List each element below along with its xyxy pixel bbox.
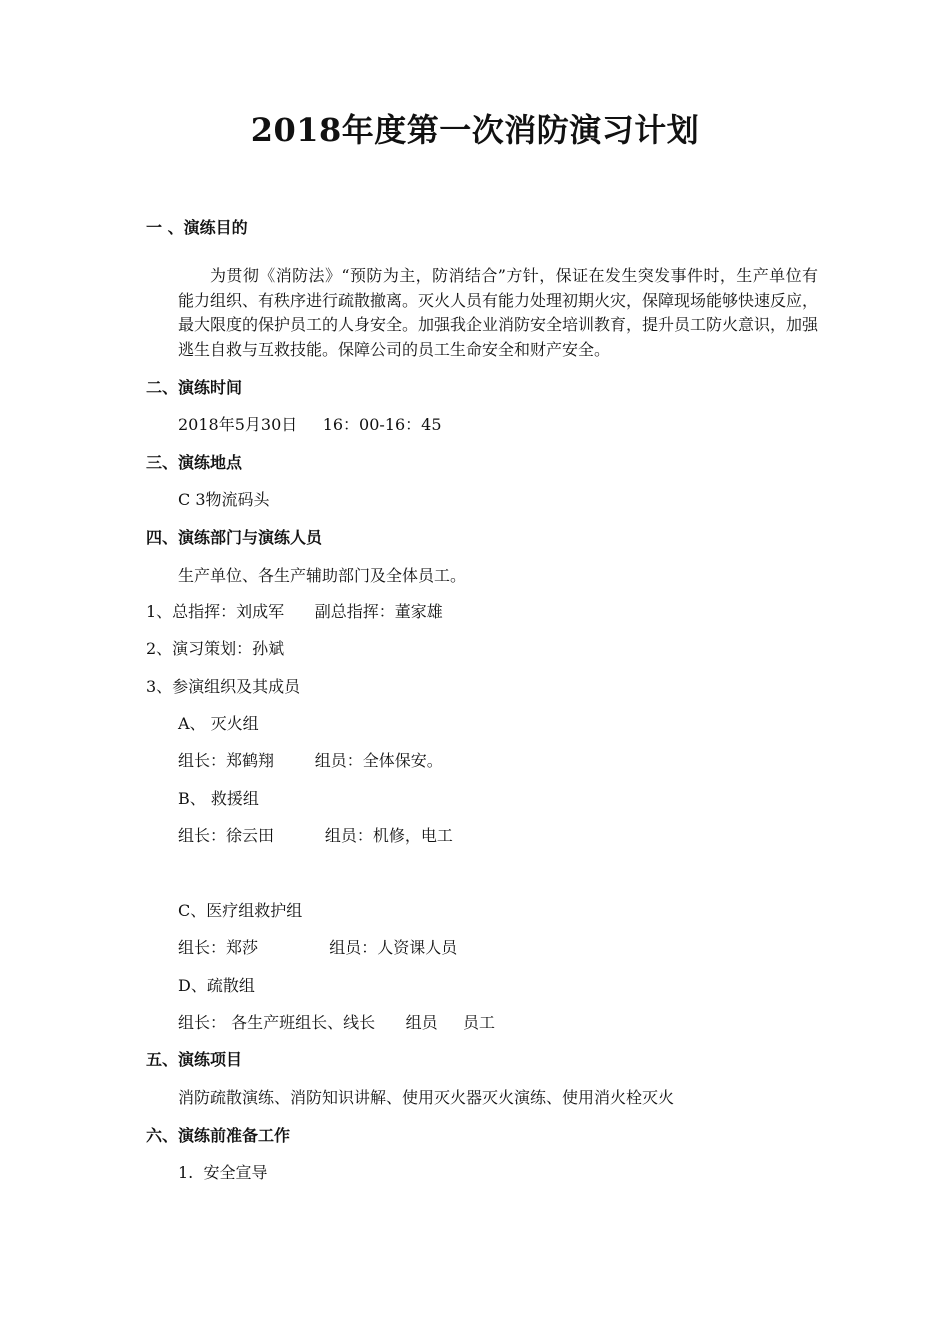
planner-line: 2、演习策划：孙斌 [146, 639, 285, 658]
group-a-title: A、 灭火组 [178, 714, 259, 733]
group-a-members: 组长：郑鹤翔 组员：全体保安。 [178, 751, 443, 770]
group-c-members: 组长：郑莎 组员：人资课人员 [178, 938, 458, 957]
section-heading-preparation: 六、演练前准备工作 [146, 1126, 291, 1145]
drill-location: C 3物流码头 [178, 490, 270, 509]
section-heading-location: 三、演练地点 [146, 453, 243, 472]
participating-departments: 生产单位、各生产辅助部门及全体员工。 [178, 566, 467, 585]
commander-line: 1、总指挥：刘成军 副总指挥：董家雄 [146, 602, 443, 621]
groups-intro: 3、参演组织及其成员 [146, 677, 301, 696]
group-b-title: B、 救援组 [178, 789, 259, 808]
document-title: 2018年度第一次消防演习计划 [250, 111, 700, 149]
group-d-title: D、疏散组 [178, 976, 255, 995]
preparation-item-1: 1. 安全宣导 [178, 1163, 268, 1182]
group-c-title: C、医疗组救护组 [178, 901, 303, 920]
section-heading-time: 二、演练时间 [146, 378, 243, 397]
group-d-members: 组长： 各生产班组长、线长 组员 员工 [178, 1013, 496, 1032]
section-heading-personnel: 四、演练部门与演练人员 [146, 528, 323, 547]
section-heading-items: 五、演练项目 [146, 1050, 243, 1069]
group-b-members: 组长：徐云田 组员：机修，电工 [178, 826, 453, 845]
section-heading-purpose: 一 、演练目的 [146, 218, 248, 237]
drill-time: 2018年5月30日 16：00-16：45 [178, 415, 442, 434]
drill-items: 消防疏散演练、消防知识讲解、使用灭火器灭火演练、使用消火栓灭火 [178, 1088, 675, 1107]
purpose-paragraph: 为贯彻《消防法》“预防为主，防消结合”方针，保证在发生突发事件时，生产单位有能力组织、有秩序进行疏散撤离。灭火人员有能力处理初期火灾，保障现场能够快速反应，最大限度的保护员工的人身安全。加强我企业消防安全培训教育，提升员工防火意识，加强逃生自救与互救技能。保障公司的员工生命安全和财产安全。 [178, 266, 819, 359]
